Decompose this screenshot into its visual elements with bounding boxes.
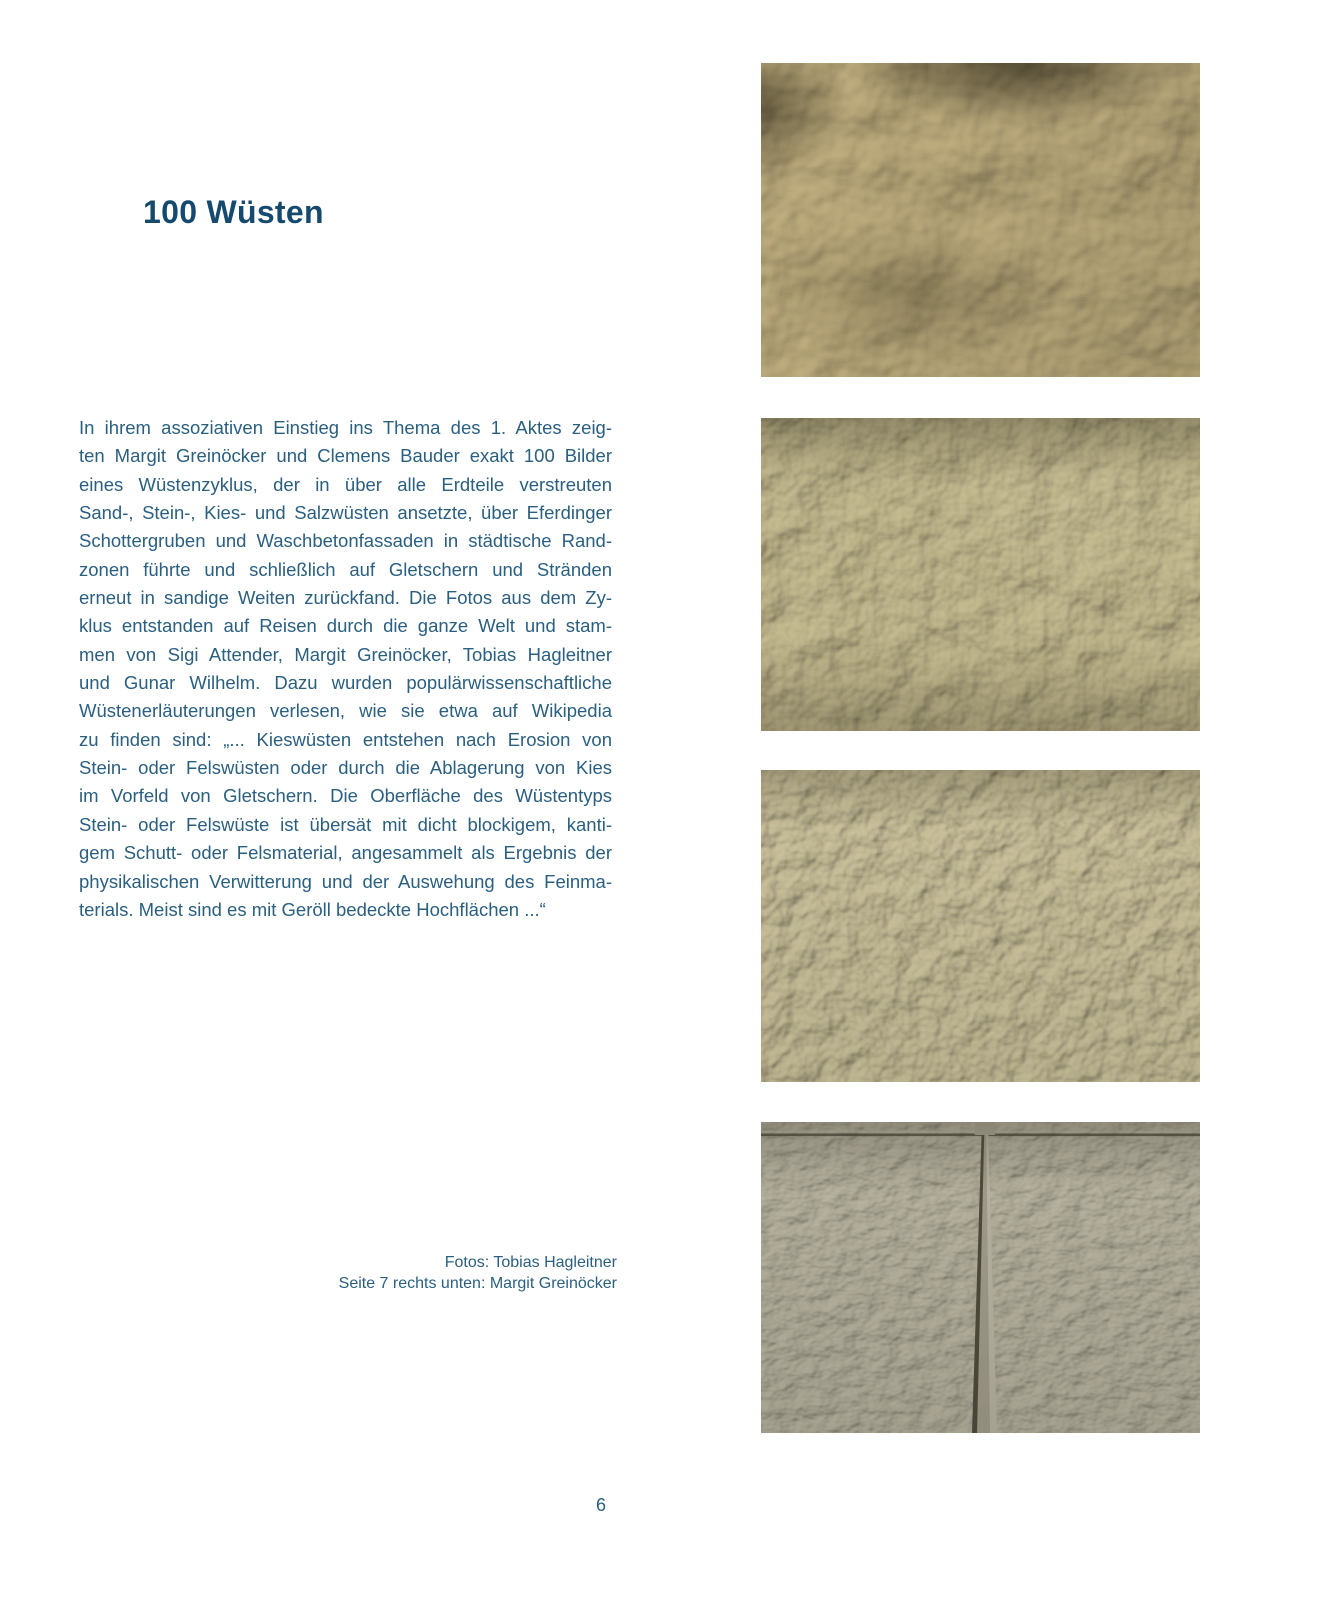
photo-fine-gravel <box>761 770 1200 1082</box>
photo-coarse-rubble <box>761 63 1200 377</box>
body-line: gem Schutt- oder Felsmaterial, angesammelt als Ergebnis der <box>79 842 612 864</box>
body-line: klus entstanden auf Reisen durch die ganze Welt und stam- <box>79 615 612 637</box>
body-line: im Vorfeld von Gletschern. Die Oberfläche des Wüstentyps <box>79 785 612 807</box>
page-number: 6 <box>595 1495 606 1515</box>
photo-medium-gravel <box>761 418 1200 731</box>
credit-line: Fotos: Tobias Hagleitner <box>444 1254 617 1271</box>
body-line: zonen führte und schließlich auf Gletschern und Stränden <box>79 558 612 580</box>
body-line: physikalischen Verwitterung und der Auswehung des Feinma- <box>79 870 612 892</box>
photo-credits <box>300 1252 617 1294</box>
joint-junction-block <box>975 1122 995 1135</box>
body-line: und Gunar Wilhelm. Dazu wurden populärwissenschaftliche <box>79 672 612 694</box>
photo-gravel-joint <box>761 1122 1200 1433</box>
body-line: Sand-, Stein-, Kies- und Salzwüsten ansetzte, über Eferdinger <box>79 502 612 524</box>
body-paragraph <box>79 414 612 924</box>
body-line: Wüstenerläuterungen verlesen, wie sie etwa auf Wikipedia <box>79 700 612 722</box>
body-line: eines Wüstenzyklus, der in über alle Erdteile verstreuten <box>79 473 612 495</box>
body-line: In ihrem assoziativen Einstieg ins Thema des 1. Aktes zeig- <box>79 417 612 438</box>
body-line: Schottergruben und Waschbetonfassaden in städtische Rand- <box>79 530 612 552</box>
body-line: Stein- oder Felswüste ist übersät mit dicht blockigem, kanti- <box>79 813 612 835</box>
gravel-texture-coarse <box>761 63 1200 377</box>
body-line: ten Margit Greinöcker und Clemens Bauder exakt 100 Bilder <box>79 445 612 467</box>
credit-line: Seite 7 rechts unten: Margit Greinöcker <box>338 1275 617 1292</box>
article-heading: 100 Wüsten <box>143 194 324 230</box>
body-line: men von Sigi Attender, Margit Greinöcker, Tobias Hagleitner <box>79 643 612 665</box>
gravel-texture-surface <box>761 1122 1200 1433</box>
body-line: erneut in sandige Weiten zurückfand. Die Fotos aus dem Zy- <box>79 587 612 609</box>
gravel-texture-fine <box>761 770 1200 1082</box>
body-line: Stein- oder Felswüsten oder durch die Ablagerung von Kies <box>79 757 612 779</box>
body-line: terials. Meist sind es mit Geröll bedeckte Hochflächen ...“ <box>79 898 546 920</box>
gravel-texture-medium <box>761 418 1200 731</box>
body-line: zu finden sind: „... Kieswüsten entstehen nach Erosion von <box>79 728 612 750</box>
